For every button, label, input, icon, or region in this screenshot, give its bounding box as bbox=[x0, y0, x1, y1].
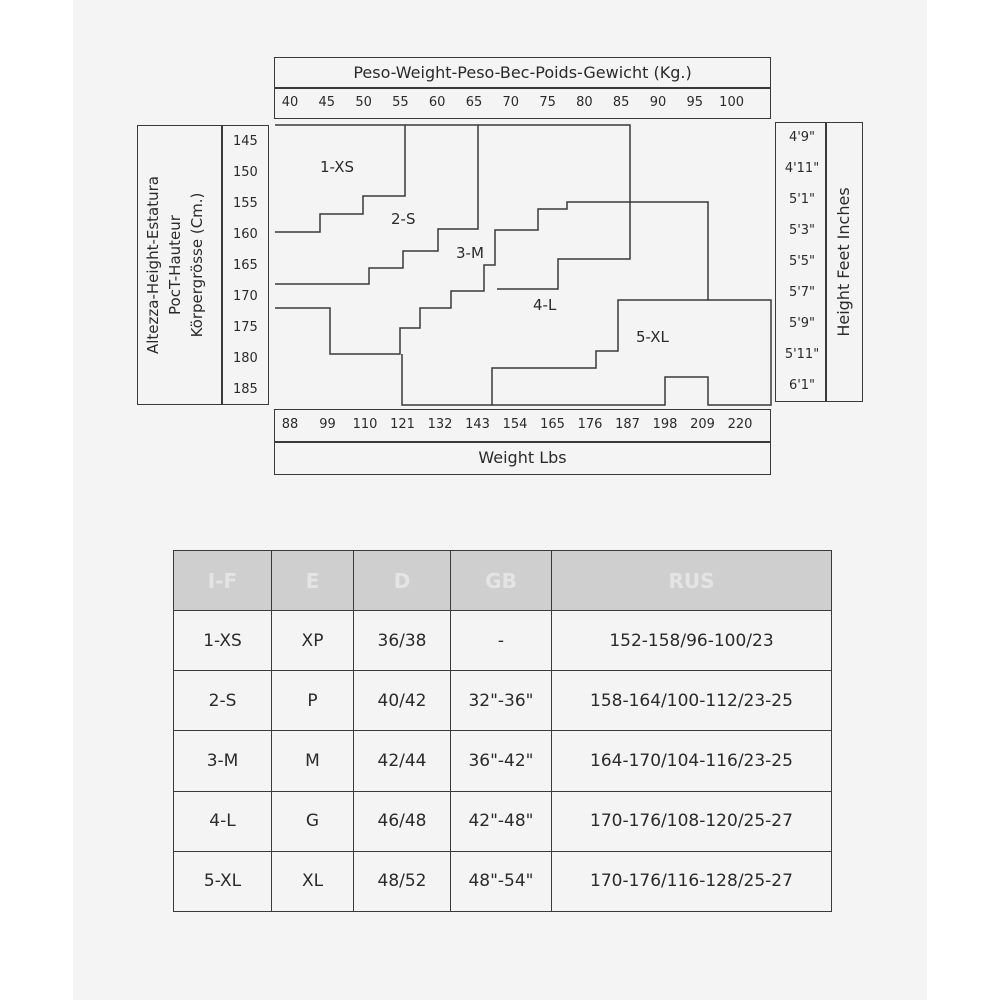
lbs-tick: 187 bbox=[615, 417, 640, 432]
kg-tick: 100 bbox=[719, 95, 745, 110]
header-rus: RUS bbox=[552, 551, 832, 611]
lbs-tick: 220 bbox=[727, 417, 753, 432]
kg-tick: 45 bbox=[318, 95, 336, 110]
region-label-2-s: 2-S bbox=[391, 210, 416, 228]
header-e: E bbox=[272, 551, 354, 611]
region-label-3-m: 3-M bbox=[456, 244, 484, 262]
lbs-tick: 99 bbox=[319, 417, 336, 432]
table-cell: 170-176/116-128/25-27 bbox=[552, 851, 832, 911]
inch-tick: 4'9" bbox=[788, 130, 816, 145]
region-label-4-l: 4-L bbox=[533, 296, 557, 314]
table-cell: 42"-48" bbox=[451, 791, 552, 851]
kg-tick: 75 bbox=[539, 95, 556, 110]
size-row-2-s bbox=[174, 671, 832, 731]
lbs-tick: 132 bbox=[427, 417, 453, 432]
cm-tick: 145 bbox=[233, 134, 258, 149]
size-row-5-xl bbox=[174, 851, 832, 911]
table-cell: P bbox=[272, 671, 354, 731]
header-if: I-F bbox=[174, 551, 272, 611]
kg-tick: 80 bbox=[576, 95, 593, 110]
table-cell: 40/42 bbox=[354, 671, 451, 731]
table-cell: - bbox=[451, 611, 552, 671]
table-header-row bbox=[174, 551, 832, 611]
cm-title-line-3: Körpergrösse (Cm.) bbox=[188, 192, 206, 338]
header-gb: GB bbox=[451, 551, 552, 611]
kg-tick: 70 bbox=[502, 95, 520, 110]
table-cell: 32"-36" bbox=[451, 671, 552, 731]
table-cell: 36"-42" bbox=[451, 731, 552, 791]
lbs-tick: 143 bbox=[465, 417, 490, 432]
table-cell: XP bbox=[272, 611, 354, 671]
kg-tick: 60 bbox=[428, 95, 446, 110]
inch-tick: 5'1" bbox=[788, 192, 816, 207]
cm-tick: 150 bbox=[233, 165, 258, 180]
table-cell: 48/52 bbox=[354, 851, 451, 911]
lbs-tick: 209 bbox=[690, 417, 715, 432]
table-cell: 3-M bbox=[174, 731, 272, 791]
size-conversion-table bbox=[173, 550, 832, 912]
kg-tick: 95 bbox=[686, 95, 704, 110]
inch-tick: 4'11" bbox=[784, 161, 820, 176]
lbs-tick: 110 bbox=[352, 417, 378, 432]
table-cell: 152-158/96-100/23 bbox=[552, 611, 832, 671]
region-4-l-steps bbox=[497, 202, 630, 289]
table-cell: G bbox=[272, 791, 354, 851]
region-label-5-xl: 5-XL bbox=[636, 328, 669, 346]
table-cell: 4-L bbox=[174, 791, 272, 851]
table-cell: 46/48 bbox=[354, 791, 451, 851]
table-cell: 2-S bbox=[174, 671, 272, 731]
table-cell: 1-XS bbox=[174, 611, 272, 671]
region-5-xl-outline bbox=[492, 300, 771, 405]
inch-tick: 5'3" bbox=[788, 223, 816, 238]
inch-tick: 5'9" bbox=[788, 316, 816, 331]
lbs-tick: 165 bbox=[540, 417, 565, 432]
table-cell: 158-164/100-112/23-25 bbox=[552, 671, 832, 731]
inch-tick: 5'11" bbox=[784, 347, 820, 362]
inch-tick: 5'5" bbox=[788, 254, 816, 269]
cm-tick: 165 bbox=[233, 258, 258, 273]
size-row-3-m bbox=[174, 731, 832, 791]
inch-tick: 6'1" bbox=[788, 378, 816, 393]
lbs-tick: 121 bbox=[390, 417, 415, 432]
table-cell: M bbox=[272, 731, 354, 791]
region-2-s-outline bbox=[275, 125, 478, 284]
lbs-tick: 154 bbox=[502, 417, 528, 432]
table-cell: 36/38 bbox=[354, 611, 451, 671]
cm-tick: 175 bbox=[233, 320, 258, 335]
region-1-xs-outline bbox=[275, 125, 405, 232]
lbs-tick: 88 bbox=[281, 417, 299, 432]
inch-title: Height Feet Inches bbox=[834, 187, 853, 337]
kg-tick: 65 bbox=[465, 95, 483, 110]
table-cell: 170-176/108-120/25-27 bbox=[552, 791, 832, 851]
table-cell: 42/44 bbox=[354, 731, 451, 791]
table-cell: 48"-54" bbox=[451, 851, 552, 911]
lbs-tick: 176 bbox=[577, 417, 603, 432]
size-row-1-xs bbox=[174, 611, 832, 671]
kg-tick: 50 bbox=[355, 95, 372, 110]
inch-tick: 5'7" bbox=[788, 285, 816, 300]
table-cell: XL bbox=[272, 851, 354, 911]
cm-tick: 185 bbox=[233, 382, 258, 397]
header-d: D bbox=[354, 551, 451, 611]
cm-tick: 160 bbox=[233, 227, 258, 242]
kg-tick: 40 bbox=[281, 95, 299, 110]
cm-title-line-1: Altezza-Height-Estatura bbox=[144, 176, 162, 355]
kg-tick: 85 bbox=[612, 95, 630, 110]
lbs-tick: 198 bbox=[652, 417, 678, 432]
kg-tick: 90 bbox=[649, 95, 667, 110]
size-row-4-l bbox=[174, 791, 832, 851]
table-cell: 164-170/104-116/23-25 bbox=[552, 731, 832, 791]
table-cell: 5-XL bbox=[174, 851, 272, 911]
region-label-1-xs: 1-XS bbox=[320, 158, 355, 176]
cm-tick: 170 bbox=[233, 289, 258, 304]
cm-tick: 155 bbox=[233, 196, 258, 211]
cm-title-line-2: PocT-Hauteur bbox=[166, 215, 184, 315]
cm-tick: 180 bbox=[233, 351, 258, 366]
kg-tick: 55 bbox=[392, 95, 409, 110]
kg-title: Peso-Weight-Peso-Bec-Poids-Gewicht (Kg.) bbox=[353, 63, 692, 82]
lbs-title: Weight Lbs bbox=[478, 448, 567, 467]
